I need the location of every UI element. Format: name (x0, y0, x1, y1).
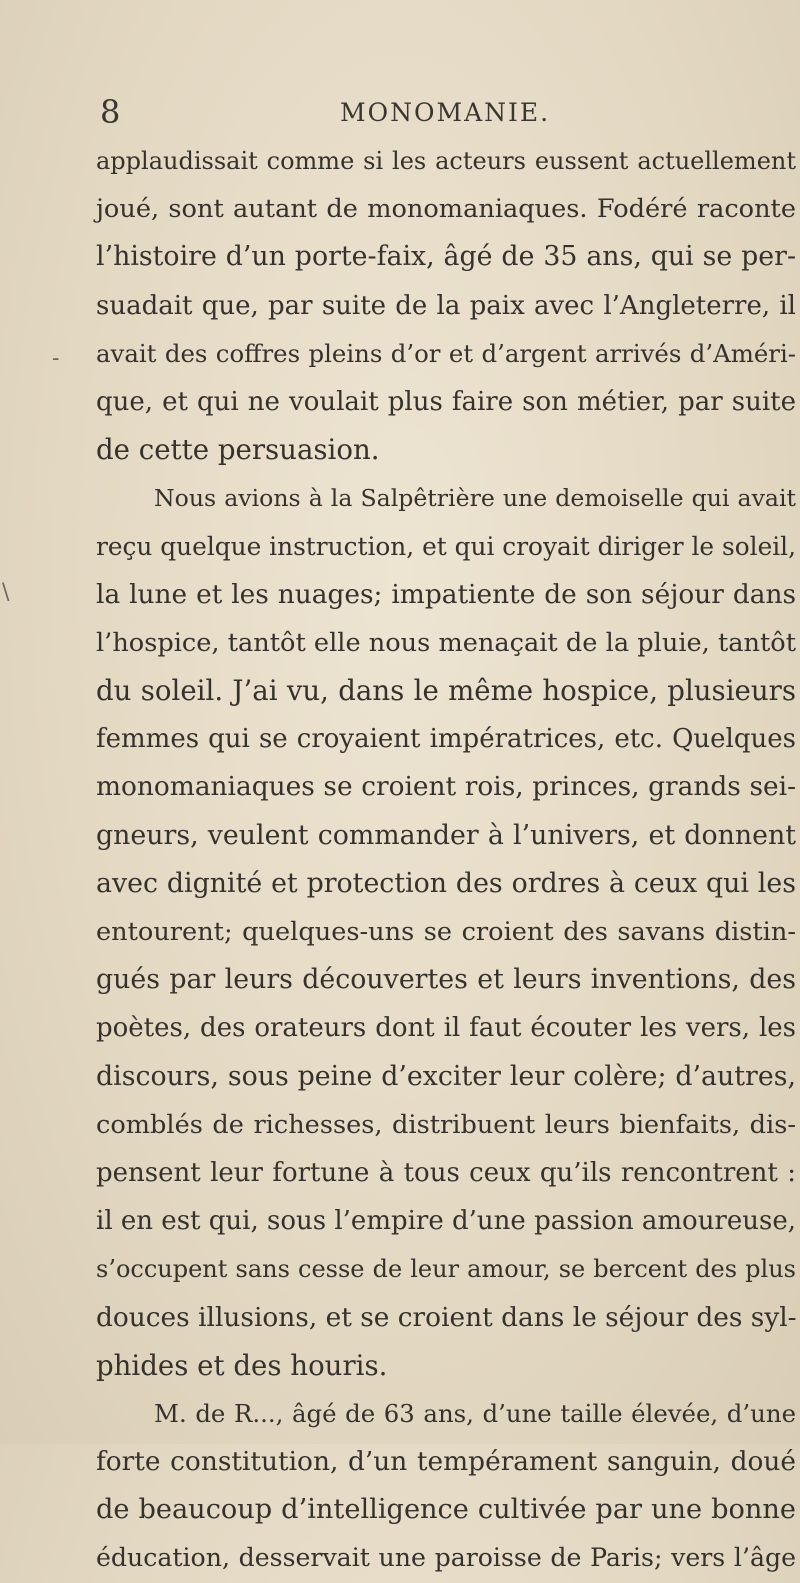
text-line: applaudissait comme si les acteurs eussent actuellement (96, 147, 796, 175)
text-line: gués par leurs découvertes et leurs inventions, des (96, 964, 796, 996)
text-line: reçu quelque instruction, et qui croyait diriger le soleil, (96, 531, 796, 561)
text-line: du soleil. J’ai vu, dans le même hospice, plusieurs (96, 674, 796, 708)
text-line: suadait que, par suite de la paix avec l’Angleterre, il (96, 290, 796, 321)
text-line: entourent; quelques-uns se croient des savans distin- (96, 917, 796, 947)
text-line: avec dignité et protection des ordres à ceux qui les (96, 867, 796, 899)
running-title: MONOMANIE. (340, 98, 551, 127)
text-line: s’occupent sans cesse de leur amour, se bercent des plus (96, 1255, 796, 1284)
text-line: que, et qui ne voulait plus faire son métier, par suite (96, 386, 796, 417)
text-line: Nous avions à la Salpêtrière une demoiselle qui avait (154, 484, 796, 513)
text-line: comblés de richesses, distribuent leurs bienfaits, dis- (96, 1109, 796, 1140)
text-line: poètes, des orateurs dont il faut écouter les vers, les (96, 1013, 796, 1044)
margin-tick-mark: \ (2, 580, 10, 605)
page-number: 8 (100, 93, 121, 131)
text-line: joué, sont autant de monomaniaques. Fodéré raconte (96, 194, 796, 225)
text-line: de cette persuasion. (96, 433, 380, 467)
text-line: l’hospice, tantôt elle nous menaçait de la pluie, tantôt (96, 627, 796, 658)
text-line: éducation, desservait une paroisse de Paris; vers l’âge (96, 1543, 796, 1573)
text-line: avait des coffres pleins d’or et d’argent arrivés d’Améri- (96, 338, 796, 368)
text-line: l’histoire d’un porte-faix, âgé de 35 ans, qui se per- (96, 241, 796, 273)
text-line: la lune et les nuages; impatiente de son séjour dans (96, 578, 796, 610)
text-line: douces illusions, et se croient dans le séjour des syl- (96, 1301, 797, 1333)
text-line: phides et des houris. (96, 1348, 388, 1382)
text-line: discours, sous peine d’exciter leur colère; d’autres, (96, 1060, 796, 1092)
margin-tick-mark: - (52, 346, 60, 371)
text-line: gneurs, veulent commander à l’univers, et donnent (96, 819, 796, 851)
text-line: monomaniaques se croient rois, princes, grands sei- (96, 771, 796, 803)
body-text (96, 137, 796, 1583)
text-line: il en est qui, sous l’empire d’une passion amoureuse, (96, 1206, 796, 1237)
page-header (100, 92, 780, 132)
text-line: M. de R..., âgé de 63 ans, d’une taille élevée, d’une (154, 1398, 796, 1428)
text-line: de beaucoup d’intelligence cultivée par une bonne (96, 1494, 796, 1526)
text-line: forte constitution, d’un tempérament sanguin, doué (96, 1446, 796, 1478)
text-line: pensent leur fortune à tous ceux qu’ils rencontrent : (96, 1157, 796, 1188)
text-line: femmes qui se croyaient impératrices, etc. Quelques (96, 724, 796, 755)
